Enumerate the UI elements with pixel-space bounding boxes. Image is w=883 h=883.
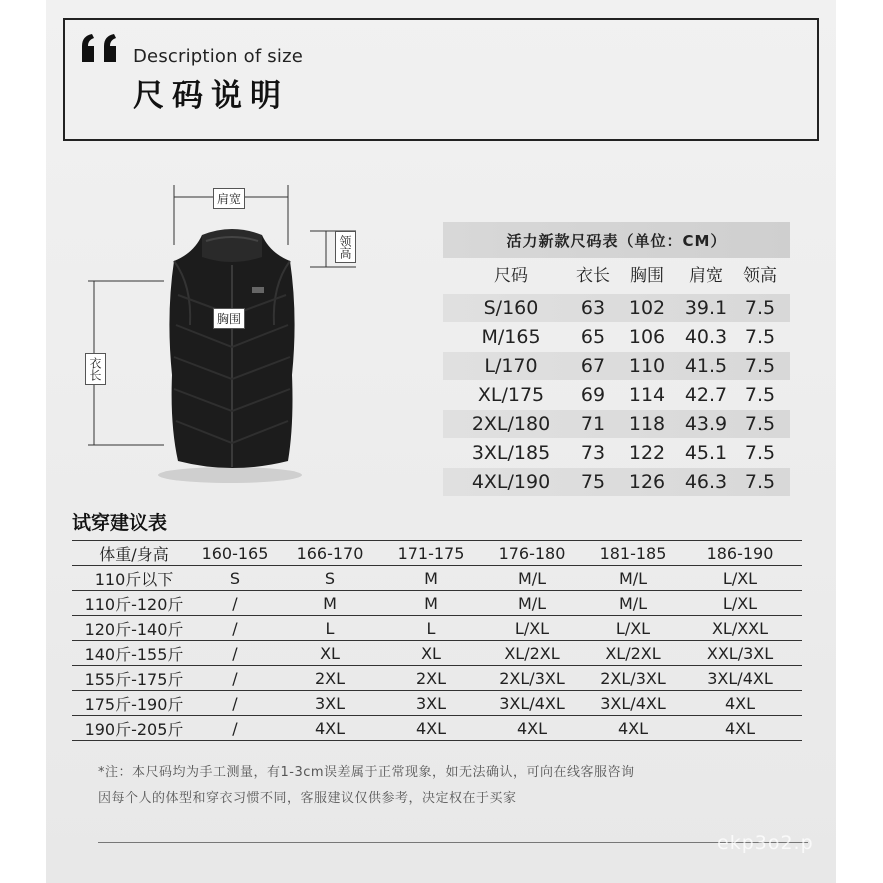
size-table-cell: 43.9 (684, 413, 728, 435)
size-table-row (443, 439, 790, 467)
fit-table-cell: 3XL (386, 691, 476, 716)
fit-table-cell: 4XL (476, 716, 588, 741)
fit-table-cell: 3XL (274, 691, 386, 716)
size-table-cell: 3XL/185 (471, 442, 551, 464)
size-table-title: 活力新款尺码表（单位：CM） (443, 222, 790, 258)
fit-table (72, 540, 802, 741)
size-table-row (443, 294, 790, 322)
length-tag: 衣长 (85, 353, 106, 385)
header-subtitle-en: Description of size (133, 46, 304, 67)
header-title: 尺码说明 (133, 78, 289, 114)
fit-table-cell: XL/2XL (588, 641, 678, 666)
fit-table-cell: M (386, 566, 476, 591)
size-table-cell: 7.5 (744, 355, 776, 377)
size-table-cell: 118 (628, 413, 666, 435)
size-table-cell: 45.1 (684, 442, 728, 464)
size-table-cell: 69 (580, 384, 606, 406)
fit-table-cell: XL/2XL (476, 641, 588, 666)
size-table-cell: 42.7 (684, 384, 728, 406)
bottom-divider (98, 842, 808, 843)
size-table-cell: 126 (628, 471, 666, 493)
fit-table-cell: / (196, 641, 274, 666)
fit-table-cell: L/XL (476, 616, 588, 641)
fit-table-row (72, 641, 802, 666)
fit-table-cell: M/L (588, 566, 678, 591)
size-table-cell: 2XL/180 (471, 413, 551, 435)
note-line-1: *注：本尺码均为手工测量，有1-3cm误差属于正常现象，如无法确认，可向在线客服咨询 (98, 765, 635, 780)
fit-table-cell: XL/XXL (678, 616, 802, 641)
fit-table-cell: 120斤-140斤 (72, 616, 196, 641)
size-table-cell: 65 (580, 326, 606, 348)
fit-table-cell: 2XL/3XL (588, 666, 678, 691)
size-table-header (443, 262, 790, 290)
fit-table-cell: 4XL (678, 716, 802, 741)
fit-table-cell: / (196, 591, 274, 616)
collar-height-tag: 领高 (335, 231, 356, 263)
fit-table-row (72, 591, 802, 616)
fit-table-cell: 171-175 (386, 541, 476, 566)
fit-table-cell: XL (274, 641, 386, 666)
size-table-row (443, 381, 790, 409)
fit-table-cell: S (196, 566, 274, 591)
fit-table-cell: XL (386, 641, 476, 666)
fit-table-cell: 190斤-205斤 (72, 716, 196, 741)
size-table-cell: 71 (580, 413, 606, 435)
fit-table-cell: L/XL (678, 591, 802, 616)
fit-table-cell: 181-185 (588, 541, 678, 566)
size-table-cell: 7.5 (744, 442, 776, 464)
fit-table-cell: 110斤以下 (72, 566, 196, 591)
fit-table-cell: 110斤-120斤 (72, 591, 196, 616)
note-line-2: 因每个人的体型和穿衣习惯不同，客服建议仅供参考，决定权在于买家 (98, 791, 517, 806)
fit-table-cell: / (196, 691, 274, 716)
size-table-cell: 7.5 (744, 413, 776, 435)
size-table-cell: 4XL/190 (471, 471, 551, 493)
fit-table-cell: L/XL (588, 616, 678, 641)
fit-table-cell: 176-180 (476, 541, 588, 566)
size-table-cell: 106 (628, 326, 666, 348)
size-table-cell: 46.3 (684, 471, 728, 493)
fit-table-cell: L (386, 616, 476, 641)
size-table-cell: 7.5 (744, 471, 776, 493)
size-table-cell: 102 (628, 297, 666, 319)
fit-table-cell: M (386, 591, 476, 616)
size-table-cell: 122 (628, 442, 666, 464)
size-table-cell: 73 (580, 442, 606, 464)
fit-table-header-row (72, 541, 802, 566)
size-table-cell: L/170 (484, 355, 538, 377)
size-table-row (443, 352, 790, 380)
fit-table-cell: 2XL (386, 666, 476, 691)
size-table-cell: 39.1 (684, 297, 728, 319)
fit-table-cell: 2XL (274, 666, 386, 691)
fit-table-cell: M/L (588, 591, 678, 616)
size-table-cell: 110 (628, 355, 666, 377)
fit-table-cell: 166-170 (274, 541, 386, 566)
size-header-cell: 肩宽 (689, 266, 723, 286)
fit-table-row (72, 716, 802, 741)
fit-table-cell: 140斤-155斤 (72, 641, 196, 666)
fit-table-cell: 2XL/3XL (476, 666, 588, 691)
quote-mark-icon (80, 34, 124, 62)
fit-table-cell: 186-190 (678, 541, 802, 566)
fit-table-cell: M (274, 591, 386, 616)
size-table-cell: 7.5 (744, 297, 776, 319)
size-table-cell: S/160 (483, 297, 539, 319)
fit-table-row (72, 691, 802, 716)
fit-table-cell: 155斤-175斤 (72, 666, 196, 691)
size-header-cell: 尺码 (494, 266, 528, 286)
fit-table-row (72, 666, 802, 691)
chest-tag: 胸围 (213, 308, 245, 329)
size-header-cell: 领高 (743, 266, 777, 286)
size-table-cell: 40.3 (684, 326, 728, 348)
fit-table-cell: 4XL (678, 691, 802, 716)
size-table-cell: 114 (628, 384, 666, 406)
vest-illustration (82, 175, 372, 505)
fit-table-cell: M/L (476, 591, 588, 616)
fit-table-cell: 175斤-190斤 (72, 691, 196, 716)
size-table-cell: 41.5 (684, 355, 728, 377)
fit-table-cell: S (274, 566, 386, 591)
fit-table-cell: / (196, 616, 274, 641)
size-table-cell: 75 (580, 471, 606, 493)
fit-table-cell: XXL/3XL (678, 641, 802, 666)
fit-table-cell: 3XL/4XL (476, 691, 588, 716)
fit-table-cell: 3XL/4XL (588, 691, 678, 716)
size-header-cell: 胸围 (630, 266, 664, 286)
fit-table-cell: / (196, 716, 274, 741)
size-table-cell: 67 (580, 355, 606, 377)
fit-table-title: 试穿建议表 (72, 512, 168, 534)
watermark: ekp3o2.p (717, 832, 814, 854)
fit-table-row (72, 566, 802, 591)
size-table-cell: XL/175 (477, 384, 545, 406)
fit-table-cell: 体重/身高 (72, 541, 196, 566)
size-table-row (443, 410, 790, 438)
fit-table-cell: 4XL (274, 716, 386, 741)
fit-table-cell: L/XL (678, 566, 802, 591)
size-table-cell: M/165 (481, 326, 541, 348)
size-table-row (443, 468, 790, 496)
fit-table-cell: / (196, 666, 274, 691)
fit-table-cell: 4XL (386, 716, 476, 741)
shoulder-width-tag: 肩宽 (213, 188, 245, 209)
fit-table-cell: L (274, 616, 386, 641)
size-table-row (443, 323, 790, 351)
size-header-cell: 衣长 (576, 266, 610, 286)
fit-table-cell: M/L (476, 566, 588, 591)
fit-table-row (72, 616, 802, 641)
vest-diagram (82, 175, 372, 505)
size-table-cell: 7.5 (744, 326, 776, 348)
size-table-cell: 63 (580, 297, 606, 319)
size-table-cell: 7.5 (744, 384, 776, 406)
fit-table-cell: 3XL/4XL (678, 666, 802, 691)
fit-table-cell: 4XL (588, 716, 678, 741)
fit-table-cell: 160-165 (196, 541, 274, 566)
